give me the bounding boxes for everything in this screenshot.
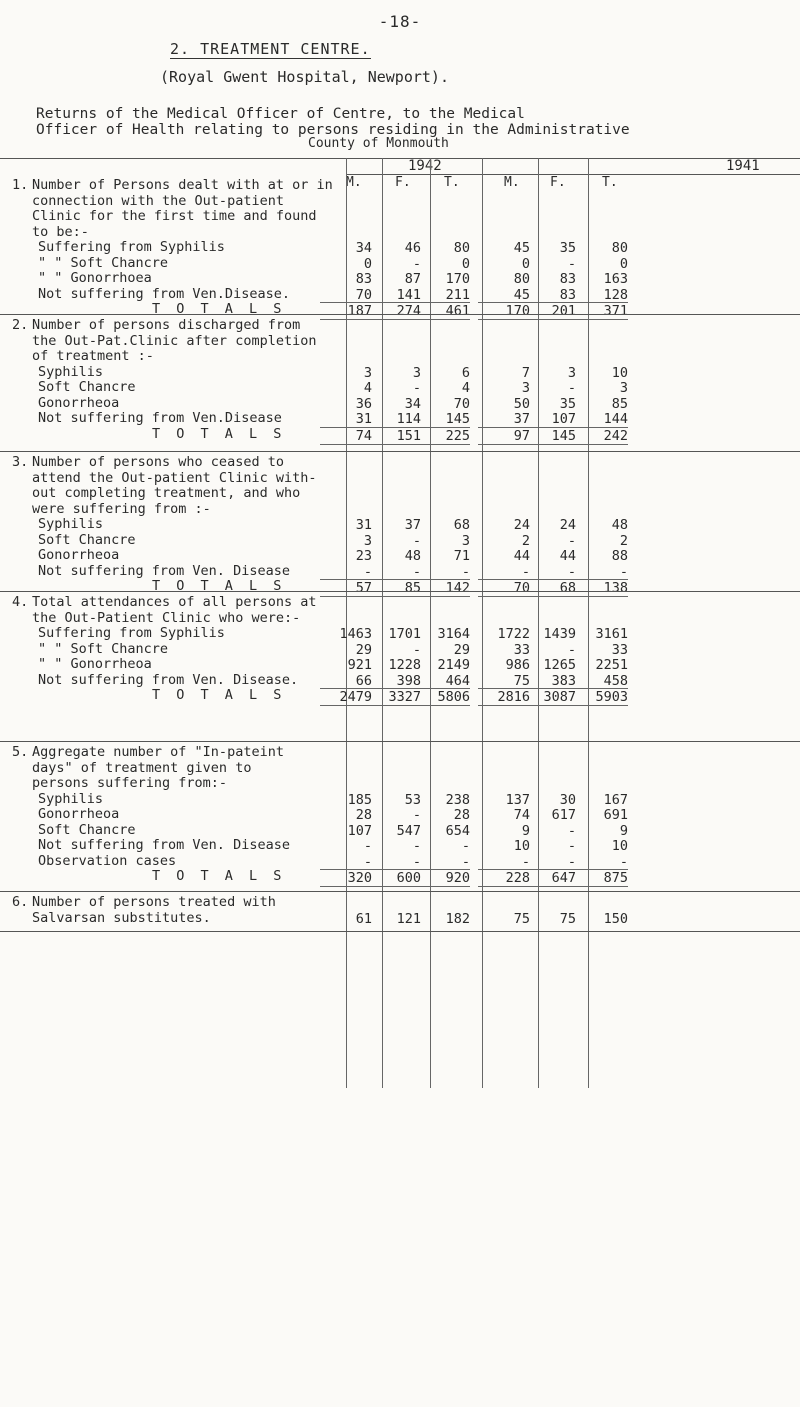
table-cell: 921 [347, 657, 372, 673]
year-header-1942: 1942 [408, 158, 442, 174]
column-header: F. [550, 175, 566, 190]
table-cell: 23 [355, 548, 372, 564]
table-cell: - [412, 807, 421, 823]
totals-cell: 2816 [478, 688, 530, 706]
table-cell: 383 [551, 672, 576, 689]
table-cell: 83 [355, 271, 372, 287]
table-cell: 80 [611, 240, 628, 256]
column-header: M. [346, 175, 362, 190]
table-cell: 10 [513, 838, 530, 854]
row-label: Syphilis [38, 790, 104, 807]
section-number: 5. [12, 744, 29, 760]
table-cell: 167 [603, 791, 628, 808]
table-cell: 10 [611, 364, 628, 381]
totals-cell: 70 [478, 579, 530, 597]
centre-label: 2. TREATMENT CENTRE. [170, 40, 371, 58]
totals-cell: 600 [369, 869, 421, 887]
section-line: Number of persons who ceased to [32, 454, 284, 470]
table-cell: - [363, 563, 372, 580]
table-cell: - [412, 853, 421, 870]
section-separator [0, 741, 800, 742]
totals-cell: 201 [524, 302, 576, 320]
table-cell: 75 [513, 672, 530, 689]
table-cell: - [521, 853, 530, 870]
section-separator [0, 451, 800, 452]
table-cell: 3 [363, 364, 372, 381]
table-cell: 114 [396, 411, 421, 427]
table-cell: 107 [551, 411, 576, 427]
intro-county: County of Monmouth [308, 136, 449, 151]
row-label: Suffering from Syphilis [38, 239, 225, 255]
row-label: Soft Chancre [38, 379, 136, 395]
page-number: -18- [378, 12, 422, 31]
section-number: 3. [12, 454, 29, 470]
section-line: Total attendances of all persons at [32, 594, 317, 610]
totals-cell: 57 [320, 579, 372, 597]
section-text [32, 595, 342, 704]
table-cell: 238 [445, 791, 470, 808]
totals-cell: 75 [559, 910, 576, 927]
table-cell: 107 [347, 822, 372, 839]
row-label: Syphilis [38, 363, 104, 380]
totals-cell: 182 [445, 910, 470, 927]
table-cell: 1439 [543, 626, 576, 642]
row-label: Observation cases [38, 852, 177, 869]
table-cell: 6 [461, 364, 470, 381]
totals-cell: 121 [396, 910, 421, 927]
section-line: to be:- [32, 223, 89, 240]
row-label: Gonorrheoa [38, 806, 120, 822]
totals-cell: 150 [603, 910, 628, 927]
section-number: 1. [12, 177, 29, 193]
table-cell: 3161 [595, 626, 628, 642]
table-cell: 1228 [388, 657, 421, 673]
table-cell: 87 [404, 271, 421, 287]
table-cell: - [521, 563, 530, 580]
row-label: Suffering from Syphilis [38, 625, 225, 641]
table-cell: 34 [355, 240, 372, 256]
section-separator [0, 931, 800, 932]
row-label: Gonorrheoa [38, 394, 120, 411]
hospital-name: (Royal Gwent Hospital, Newport). [160, 68, 449, 86]
table-cell: 45 [513, 286, 530, 303]
table-cell: 48 [404, 548, 421, 564]
table-cell: 45 [513, 240, 530, 256]
table-cell: 1701 [388, 626, 421, 642]
table-cell: 29 [453, 641, 470, 658]
year-header-1941: 1941 [726, 158, 760, 174]
row-label: Syphilis [38, 516, 104, 532]
table-cell: 137 [505, 791, 530, 808]
section-line: of treatment :- [32, 348, 154, 364]
totals-cell: 228 [478, 869, 530, 887]
section-text [32, 895, 342, 926]
table-cell: 31 [355, 517, 372, 533]
totals-cell: 61 [355, 910, 372, 927]
table-cell: 34 [404, 395, 421, 412]
section-line: the Out-Pat.Clinic after completion [32, 332, 317, 349]
table-cell: 48 [611, 517, 628, 533]
totals-cell: 142 [418, 579, 470, 597]
row-label: Not suffering from Ven.Disease [38, 410, 282, 426]
table-cell: 50 [513, 395, 530, 412]
table-cell: 10 [611, 838, 628, 854]
table-cell: 31 [355, 411, 372, 427]
totals-cell: 74 [320, 427, 372, 445]
table-cell: 163 [603, 271, 628, 287]
table-cell: 185 [347, 791, 372, 808]
section-number: 4. [12, 594, 29, 610]
totals-cell: 187 [320, 302, 372, 320]
totals-label: T O T A L S [152, 578, 286, 594]
table-cell: 458 [603, 672, 628, 689]
intro-line-2: Officer of Health relating to persons residing in the Administrative [36, 122, 630, 138]
totals-cell: 138 [576, 579, 628, 597]
table-cell: 398 [396, 672, 421, 689]
table-cell: 70 [453, 395, 470, 412]
totals-cell: 5903 [576, 688, 628, 706]
table-cell: - [412, 641, 421, 658]
row-label: Soft Chancre [38, 531, 136, 548]
totals-cell: 151 [369, 427, 421, 445]
table-cell: - [412, 380, 421, 396]
table-cell: - [412, 838, 421, 854]
table-cell: - [619, 853, 628, 870]
table-cell: 3 [363, 532, 372, 549]
row-label: " " Gonorrhoea [38, 270, 152, 286]
section-line: Aggregate number of "In-pateint [32, 744, 284, 760]
totals-cell: 920 [418, 869, 470, 887]
table-cell: 83 [559, 271, 576, 287]
section-separator [0, 314, 800, 315]
table-cell: 71 [453, 548, 470, 564]
row-label: Not suffering from Ven. Disease [38, 562, 290, 579]
row-label: " " Soft Chancre [38, 254, 169, 271]
table-cell: 3 [461, 532, 470, 549]
table-cell: 2251 [595, 657, 628, 673]
table-cell: 37 [513, 411, 530, 427]
totals-cell: 274 [369, 302, 421, 320]
section-text [32, 318, 342, 442]
table-cell: 66 [355, 672, 372, 689]
totals-cell: 5806 [418, 688, 470, 706]
table-cell: 83 [559, 286, 576, 303]
section-text [32, 745, 342, 885]
table-cell: 88 [611, 548, 628, 564]
table-cell: 144 [603, 411, 628, 427]
totals-label: T O T A L S [152, 687, 286, 703]
table-cell: - [567, 822, 576, 839]
section-line: days" of treatment given to [32, 759, 252, 776]
section-line: were suffering from :- [32, 500, 211, 517]
row-label: Not suffering from Ven.Disease. [38, 285, 290, 302]
row-label: Gonorrheoa [38, 547, 120, 563]
column-header: M. [504, 175, 520, 190]
totals-label: T O T A L S [152, 425, 286, 442]
table-cell: - [567, 641, 576, 658]
table-cell: 33 [611, 641, 628, 658]
table-cell: 3 [521, 380, 530, 396]
section-line: Number of persons treated with [32, 894, 276, 910]
table-cell: 37 [404, 517, 421, 533]
table-cell: 691 [603, 807, 628, 823]
table-cell: 2 [521, 532, 530, 549]
table-cell: 30 [559, 791, 576, 808]
table-cell: 35 [559, 240, 576, 256]
table-cell: 2 [619, 532, 628, 549]
row-label: Not suffering from Ven. Disease. [38, 671, 299, 688]
table-cell: 74 [513, 807, 530, 823]
table-cell: 3 [619, 380, 628, 396]
table-cell: 46 [404, 240, 421, 256]
table-cell: 4 [363, 380, 372, 396]
totals-cell: 145 [524, 427, 576, 445]
table-cell: 1463 [339, 626, 372, 642]
table-cell: 3 [412, 364, 421, 381]
intro-line-1: Returns of the Medical Officer of Centre, to the Medical [36, 106, 525, 122]
totals-cell: 3327 [369, 688, 421, 706]
table-cell: 36 [355, 395, 372, 412]
table-cell: 80 [513, 271, 530, 287]
table-cell: 28 [453, 807, 470, 823]
section-line: Clinic for the first time and found [32, 208, 317, 224]
section-line: persons suffering from:- [32, 775, 228, 791]
section-line: attend the Out-patient Clinic with- [32, 469, 317, 486]
section-line: Number of persons discharged from [32, 317, 301, 333]
totals-cell: 225 [418, 427, 470, 445]
table-cell: - [567, 853, 576, 870]
centre-heading [170, 40, 371, 58]
table-cell: 80 [453, 240, 470, 256]
table-cell: 24 [559, 517, 576, 533]
table-cell: 53 [404, 791, 421, 808]
table-cell: 4 [461, 380, 470, 396]
section-separator [0, 891, 800, 892]
table-cell: 7 [521, 364, 530, 381]
table-cell: 0 [363, 255, 372, 272]
section-line: out completing treatment, and who [32, 485, 301, 501]
table-cell: 617 [551, 807, 576, 823]
table-cell: 141 [396, 286, 421, 303]
table-cell: - [412, 532, 421, 549]
table-cell: 44 [513, 548, 530, 564]
header-rule [346, 174, 800, 175]
section-separator [0, 591, 800, 592]
table-cell: 3 [567, 364, 576, 381]
row-label: " " Soft Chancre [38, 640, 169, 657]
section-text [32, 178, 342, 318]
table-cell: 128 [603, 286, 628, 303]
table-cell: - [461, 838, 470, 854]
table-cell: - [363, 838, 372, 854]
row-label: Soft Chancre [38, 821, 136, 838]
table-cell: 29 [355, 641, 372, 658]
section-text [32, 455, 342, 595]
intro-text [36, 106, 630, 138]
table-cell: 1722 [497, 626, 530, 642]
totals-cell: 3087 [524, 688, 576, 706]
totals-cell: 85 [369, 579, 421, 597]
table-cell: 145 [445, 411, 470, 427]
table-cell: - [567, 380, 576, 396]
table-cell: 0 [619, 255, 628, 272]
table-cell: 986 [505, 657, 530, 673]
table-cell: 464 [445, 672, 470, 689]
totals-cell: 75 [513, 910, 530, 927]
table-cell: 547 [396, 822, 421, 839]
table-cell: 24 [513, 517, 530, 533]
table-cell: 68 [453, 517, 470, 533]
section-line: Salvarsan substitutes. [32, 909, 211, 926]
totals-cell: 875 [576, 869, 628, 887]
table-cell: 44 [559, 548, 576, 564]
table-cell: 0 [521, 255, 530, 272]
totals-cell: 97 [478, 427, 530, 445]
totals-cell: 647 [524, 869, 576, 887]
totals-cell: 2479 [320, 688, 372, 706]
table-cell: 9 [521, 822, 530, 839]
table-cell: - [412, 563, 421, 580]
totals-label: T O T A L S [152, 868, 286, 884]
table-cell: - [412, 255, 421, 272]
table-cell: 3164 [437, 626, 470, 642]
table-cell: - [567, 255, 576, 272]
section-line: the Out-Patient Clinic who were:- [32, 609, 301, 626]
totals-cell: 371 [576, 302, 628, 320]
section-line: connection with the Out-patient [32, 192, 284, 209]
table-cell: 1265 [543, 657, 576, 673]
table-top-rule [0, 158, 800, 159]
table-cell: - [567, 563, 576, 580]
section-number: 6. [12, 894, 29, 910]
table-cell: - [567, 532, 576, 549]
table-cell: 211 [445, 286, 470, 303]
table-cell: 0 [461, 255, 470, 272]
table-cell: - [619, 563, 628, 580]
table-cell: 70 [355, 286, 372, 303]
table-cell: 2149 [437, 657, 470, 673]
totals-label: T O T A L S [152, 301, 286, 317]
column-header: T. [602, 175, 618, 190]
section-line: Number of Persons dealt with at or in [32, 177, 333, 193]
table-cell: 35 [559, 395, 576, 412]
table-cell: - [461, 563, 470, 580]
table-cell: 28 [355, 807, 372, 823]
row-label: Not suffering from Ven. Disease [38, 837, 290, 853]
row-label: " " Gonorrheoa [38, 656, 152, 672]
table-cell: - [363, 853, 372, 870]
table-cell: 170 [445, 271, 470, 287]
totals-cell: 170 [478, 302, 530, 320]
table-cell: - [461, 853, 470, 870]
table-cell: - [567, 838, 576, 854]
totals-cell: 242 [576, 427, 628, 445]
totals-cell: 461 [418, 302, 470, 320]
totals-cell: 320 [320, 869, 372, 887]
table-cell: 654 [445, 822, 470, 839]
table-cell: 33 [513, 641, 530, 658]
table-cell: 9 [619, 822, 628, 839]
column-header: T. [444, 175, 460, 190]
totals-cell: 68 [524, 579, 576, 597]
section-number: 2. [12, 317, 29, 333]
table-cell: 85 [611, 395, 628, 412]
column-header: F. [395, 175, 411, 190]
